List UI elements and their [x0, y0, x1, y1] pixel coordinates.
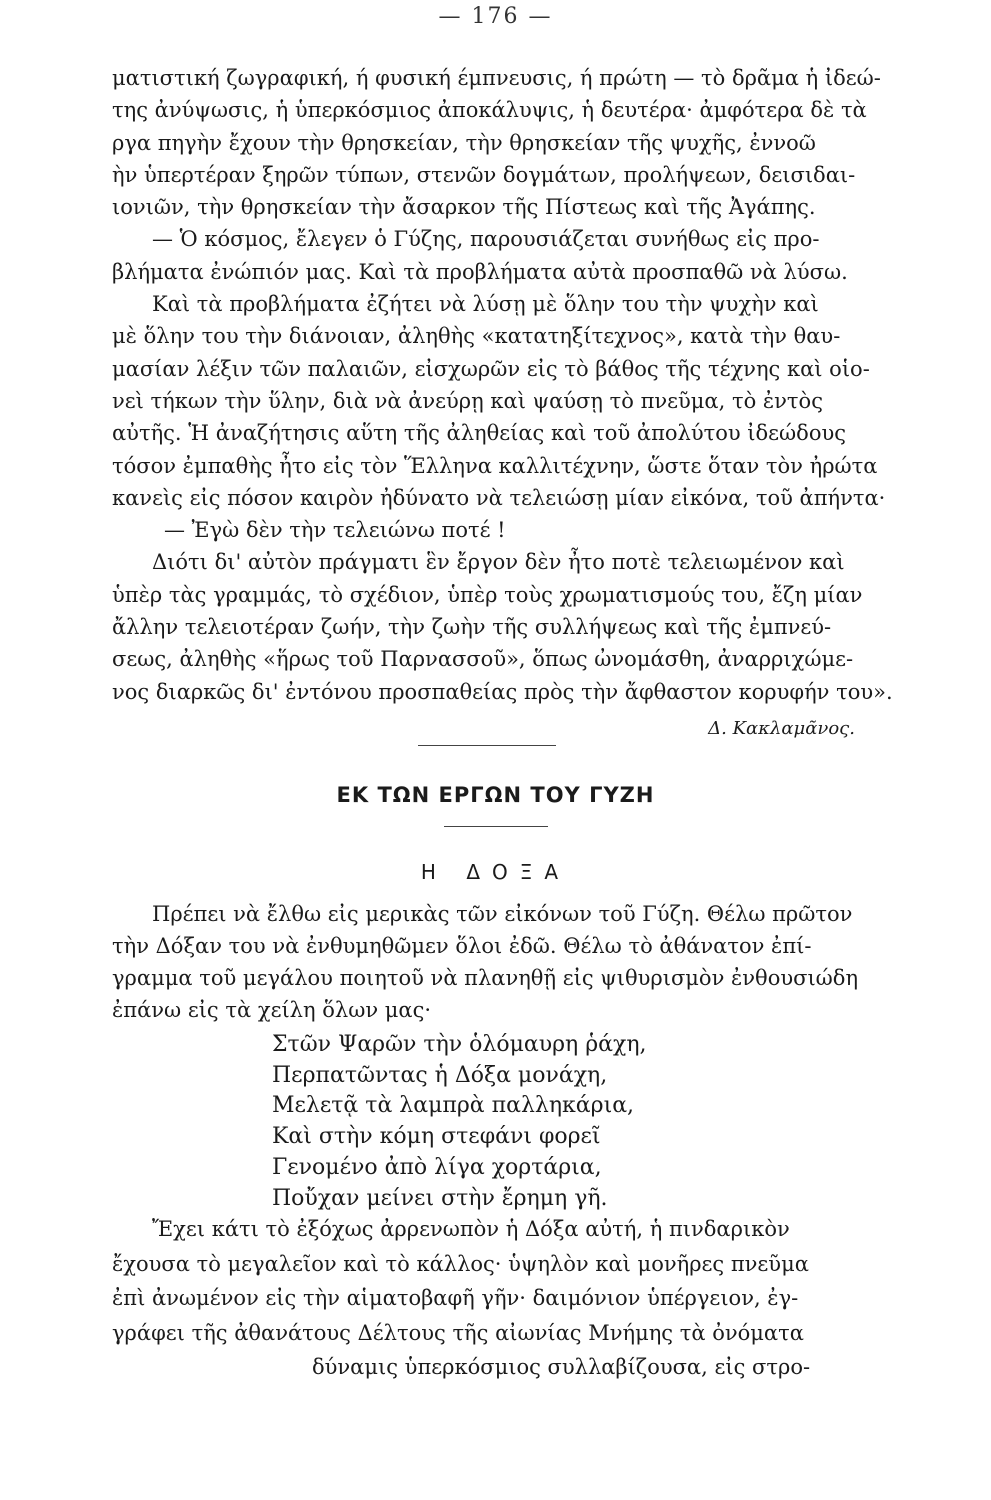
article-body: [112, 62, 912, 708]
text-line: Ἔχει κάτι τὸ ἐξόχως ἀρρενωπὸν ἡ Δόξα αὐτή, ἡ πινδαρικὸν: [152, 1217, 790, 1241]
text-line: Καὶ τὰ προβλήματα ἐζήτει νὰ λύσῃ μὲ ὅλην του τὴν ψυχὴν καὶ: [152, 292, 819, 317]
poem-line: Ποὔχαν μείνει στὴν ἔρημη γῆ.: [272, 1185, 608, 1211]
text-line: νος διαρκῶς δι' ἐντόνου προσπαθείας πρὸς τὴν ἄφθαστον κορυφήν του».: [112, 679, 893, 704]
text-line: ἐπὶ ἀνωμένον εἰς τὴν αἱματοβαφῆ γῆν· δαιμόνιον ὑπέργειον, ἐγ-: [112, 1286, 799, 1310]
text-line: βλήματα ἐνώπιόν μας. Καὶ τὰ προβλήματα αὐτὰ προσπαθῶ νὰ λύσω.: [112, 259, 848, 284]
text-line: ἄλλην τελειοτέραν ζωήν, τὴν ζωὴν τῆς συλλήψεως καὶ τῆς ἐμπνεύ-: [112, 615, 832, 640]
text-line: ιονιῶν, τὴν θρησκείαν τὴν ἄσαρκον τῆς Πίστεως καὶ τῆς Ἀγάπης.: [112, 195, 816, 220]
text-line: — Ἐγὼ δὲν τὴν τελειώνω ποτέ !: [164, 518, 506, 543]
poem-line: Περπατῶντας ἡ Δόξα μονάχη,: [272, 1062, 608, 1088]
poem-line: Καὶ στὴν κόμη στεφάνι φορεῖ: [272, 1124, 601, 1150]
heading-underline: [444, 826, 548, 827]
separator-rule: [418, 745, 556, 746]
poem: [272, 1030, 647, 1214]
text-line: — Ὁ κόσμος, ἔλεγεν ὁ Γύζης, παρουσιάζεται συνήθως εἰς προ-: [152, 227, 820, 252]
poem-line: Μελετᾷ τὰ λαμπρὰ παλληκάρια,: [272, 1093, 635, 1119]
text-line: μὲ ὅλην του τὴν διάνοιαν, ἀληθὴς «κατατηξίτεχνος», κατὰ τὴν θαυ-: [112, 324, 841, 349]
closing-paragraph: [112, 1212, 912, 1385]
text-line: τόσον ἐμπαθὴς ἦτο εἰς τὸν Ἕλληνα καλλιτέχνην, ὥστε ὅταν τὸν ἠρώτα: [112, 453, 878, 478]
poem-line: Στῶν Ψαρῶν τὴν ὁλόμαυρη ῥάχη,: [272, 1032, 647, 1057]
subsection-title: Η ΔΟΞΑ: [420, 860, 571, 884]
section-title: ΕΚ ΤΩΝ ΕΡΓΩΝ ΤΟΥ ΓΥΖΗ: [336, 783, 655, 807]
text-line: γραμμα τοῦ μεγάλου ποιητοῦ νὰ πλανηθῇ εἰς ψιθυρισμὸν ἐνθουσιώδη: [112, 966, 859, 990]
page-number: — 176 —: [438, 4, 553, 29]
text-line: της ἀνύψωσις, ἡ ὑπερκόσμιος ἀποκάλυψις, ἡ δευτέρα· ἀμφότερα δὲ τὰ: [112, 98, 867, 123]
text-line: Πρέπει νὰ ἔλθω εἰς μερικὰς τῶν εἰκόνων τοῦ Γύζη. Θέλω πρῶτον: [152, 902, 853, 926]
text-line: κανεὶς εἰς πόσον καιρὸν ἠδύνατο νὰ τελειώσῃ μίαν εἰκόνα, τοῦ ἀπήντα·: [112, 485, 886, 510]
text-line: μασίαν λέξιν τῶν παλαιῶν, εἰσχωρῶν εἰς τὸ βάθος τῆς τέχνης καὶ οἱο-: [112, 356, 870, 381]
text-line: σεως, ἀληθὴς «ἥρως τοῦ Παρνασσοῦ», ὅπως ὠνομάσθη, ἀναρριχώμε-: [112, 647, 854, 672]
author-signature: Δ. Κακλαμᾶνος.: [708, 718, 855, 739]
text-line: ὑπὲρ τὰς γραμμάς, τὸ σχέδιον, ὑπὲρ τοὺς χρωματισμούς του, ἔζη μίαν: [112, 582, 863, 607]
text-line: ματιστική ζωγραφική, ή φυσική έμπνευσις, ή πρώτη — τὸ δρᾶμα ἡ ἰδεώ-: [112, 66, 881, 90]
poem-line: Γενομένο ἀπὸ λίγα χορτάρια,: [272, 1154, 602, 1180]
text-line: νεὶ τήκων τὴν ὕλην, διὰ νὰ ἀνεύρῃ καὶ ψαύσῃ τὸ πνεῦμα, τὸ ἐντὸς: [112, 388, 823, 413]
text-line: γράφει τῆς ἀθανάτους Δέλτους τῆς αἰωνίας Μνήμης τὰ ὀνόματα: [112, 1320, 804, 1345]
text-line: δύναμις ὑπερκόσμιος συλλαβίζουσα, εἰς στρο-: [312, 1355, 811, 1379]
text-line: ὴν ὑπερτέραν ξηρῶν τύπων, στενῶν δογμάτων, προλήψεων, δεισιδαι-: [112, 162, 856, 187]
intro-paragraph: [112, 898, 912, 1026]
text-line: Διότι δι' αὐτὸν πράγματι ἓν ἔργον δὲν ἦτο ποτὲ τελειωμένον καὶ: [152, 550, 845, 575]
text-line: ἔχουσα τὸ μεγαλεῖον καὶ τὸ κάλλος· ὑψηλὸν καὶ μονῆρες πνεῦμα: [112, 1251, 809, 1276]
text-line: ἐπάνω εἰς τὰ χείλη ὅλων μας·: [112, 998, 432, 1022]
text-line: ργα πηγὴν ἔχουν τὴν θρησκείαν, τὴν θρησκείαν τῆς ψυχῆς, ἐννοῶ: [112, 130, 816, 155]
text-line: τὴν Δόξαν του νὰ ἐνθυμηθῶμεν ὅλοι ἐδῶ. Θέλω τὸ ἀθάνατον ἐπί-: [112, 934, 812, 958]
text-line: αὐτῆς. Ἡ ἀναζήτησις αὕτη τῆς ἀληθείας καὶ τοῦ ἀπολύτου ἰδεώδους: [112, 421, 846, 446]
